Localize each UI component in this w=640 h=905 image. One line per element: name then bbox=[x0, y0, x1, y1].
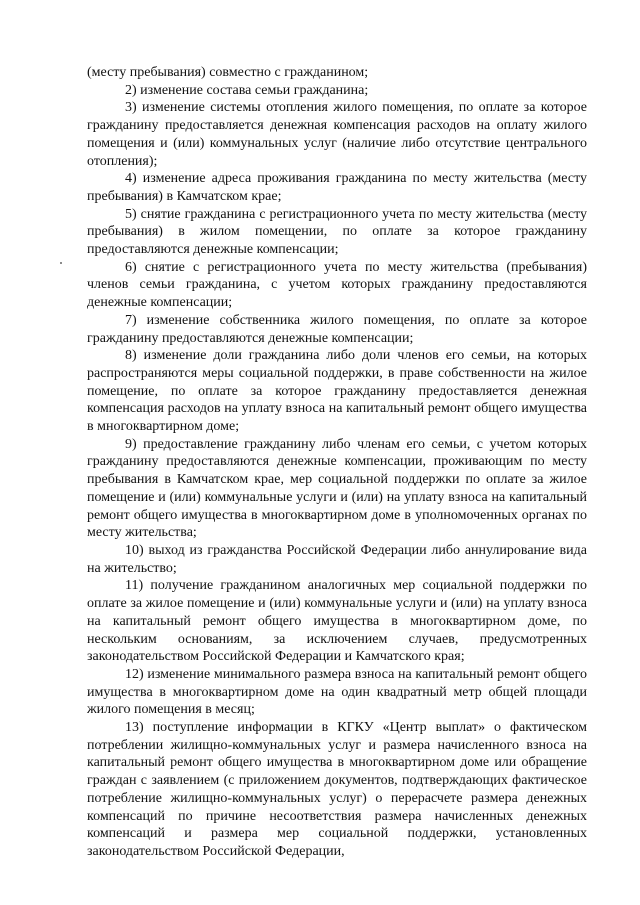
paragraph-item-8: 8) изменение доли гражданина либо доли членов его семьи, на которых распространяются меры социальной поддержки, в праве собственности на жилое помещение, по оплате за которое гражданину предоставляется денежная компенсация расходов на уплату взноса на капитальный ремонт общего имущества в многоквартирном доме; bbox=[87, 348, 587, 435]
paragraph-item-13: 13) поступление информации в КГКУ «Центр выплат» о фактическом потреблении жилищно-коммунальных услуг и размера начисленного взноса на капитальный ремонт общего имущества в многоквартирном доме или обращение граждан с заявлением (с приложением документов, подтверждающих фактическое потребление жилищно-коммунальных услуг) о перерасчете размера денежных компенсаций по причине несоответствия размера начисленных денежных компенсаций и размера мер социальной поддержки, установленных законодательством Российской Федерации, bbox=[87, 720, 587, 859]
paragraph-item-7: 7) изменение собственника жилого помещения, по оплате за которое гражданину предоставляются денежные компенсации; bbox=[87, 312, 587, 346]
paragraph-item-10: 10) выход из гражданства Российской Федерации либо аннулирование вида на жительство; bbox=[87, 542, 587, 576]
paragraph-item-9: 9) предоставление гражданину либо членам его семьи, с учетом которых гражданину предоставляются денежные компенсации, проживающим по месту пребывания в Камчатском крае, мер социальной поддержки по оплате за жилое помещение и (или) коммунальные услуги и (или) на уплату взноса на капитальный ремонт общего имущества в многоквартирном доме в уполномоченных органах по месту жительства; bbox=[87, 436, 587, 541]
paragraph-item-11: 11) получение гражданином аналогичных мер социальной поддержки по оплате за жилое помещение и (или) коммунальные услуги и (или) на уплату взноса на капитальный ремонт общего имущества в многоквартирном доме, по нескольким основаниям, за исключением случаев, предусмотренных законодательством Российской Федерации и Камчатского края; bbox=[87, 578, 587, 665]
paragraph-item-5: 5) снятие гражданина с регистрационного учета по месту жительства (месту пребывания) в жилом помещении, по оплате за которое гражданину предоставляются денежные компенсации; bbox=[87, 206, 587, 258]
paragraph-item-6: 6) снятие с регистрационного учета по месту жительства (пребывания) членов семьи гражданина, с учетом которых гражданину предоставляются денежные компенсации; bbox=[87, 259, 587, 311]
scan-dot bbox=[60, 262, 62, 264]
paragraph-continuation: (месту пребывания) совместно с гражданином; bbox=[87, 65, 369, 80]
paragraph-item-3: 3) изменение системы отопления жилого помещения, по оплате за которое гражданину предоставляется денежная компенсация расходов на оплату жилого помещения и (или) коммунальных услуг (наличие либо отсутствие центрального отопления); bbox=[87, 100, 587, 169]
paragraph-item-4: 4) изменение адреса проживания гражданина по месту жительства (месту пребывания) в Камчатском крае; bbox=[87, 171, 587, 204]
paragraph-item-2: 2) изменение состава семьи гражданина; bbox=[125, 82, 369, 98]
paragraph-item-12: 12) изменение минимального размера взноса на капитальный ремонт общего имущества в многоквартирном доме на один квадратный метр общей площади жилого помещения в месяц; bbox=[87, 666, 587, 718]
document-body bbox=[87, 64, 587, 861]
